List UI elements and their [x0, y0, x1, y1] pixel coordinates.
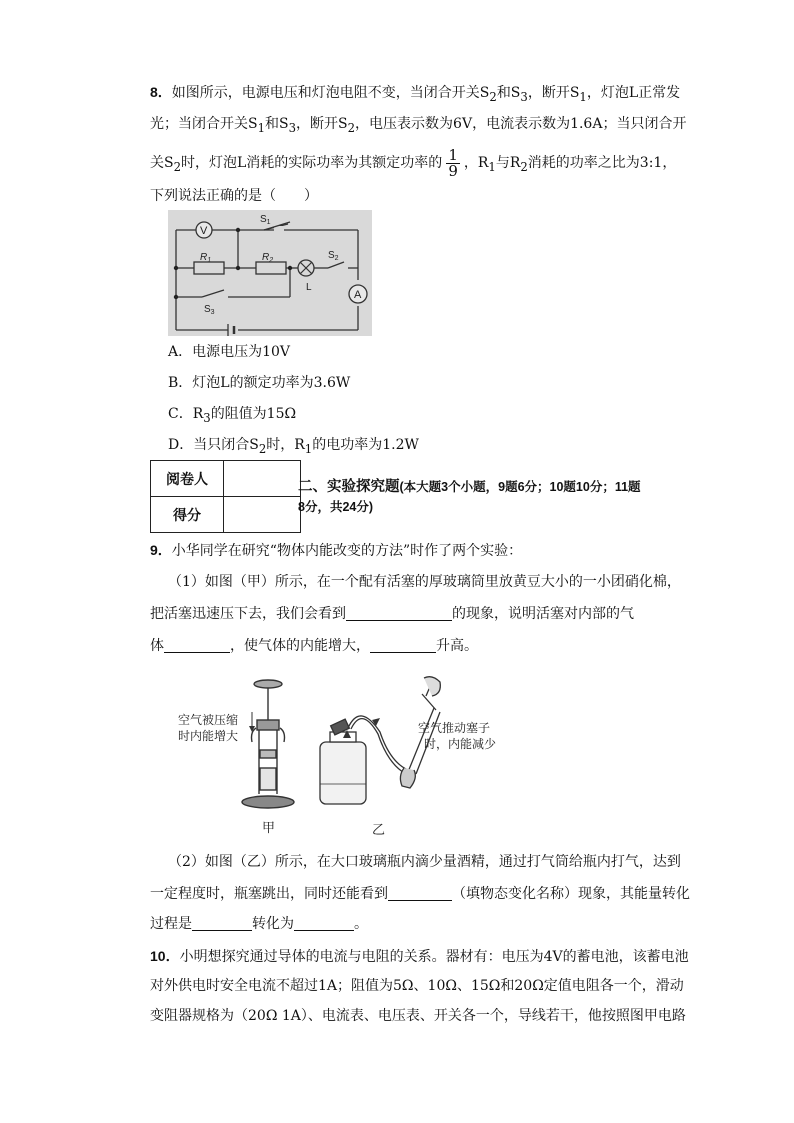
q9-p2-line3: 过程是 转化为 。 — [150, 916, 368, 932]
answer-blank[interactable] — [192, 915, 252, 931]
svg-text:空气被压缩: 空气被压缩 — [178, 713, 239, 727]
svg-text:V: V — [200, 225, 208, 237]
fraction-one-ninth: $\frac{1}{9}$ — [448, 145, 458, 180]
experiment-figures — [170, 672, 530, 840]
reviewer-cell[interactable] — [224, 461, 301, 497]
q9-number: 9． — [150, 542, 172, 558]
answer-blank[interactable] — [164, 637, 230, 653]
svg-text:S1: $S_1$ — [260, 214, 271, 226]
q10-number: 10． — [150, 948, 180, 964]
q9-p1-line1: （1）如图（甲）所示，在一个配有活塞的厚玻璃筒里放黄豆大小的一小团硝化棉， — [168, 574, 681, 590]
q9-p2-line2: 一定程度时，瓶塞跳出，同时还能看到 （填物态变化名称）现象，其能量转化 — [150, 886, 690, 902]
junction-dot — [288, 266, 292, 270]
answer-blank[interactable] — [370, 637, 436, 653]
svg-text:甲: 甲 — [262, 820, 276, 835]
q9-p1-line3: 体 ，使气体的内能增大， 升高。 — [150, 638, 478, 654]
svg-text:R2: $R_2$ — [262, 252, 274, 264]
score-label: 得分 — [151, 497, 224, 533]
option-b: B．灯泡L的额定功率为3.6W — [168, 375, 351, 391]
q9-p2-line1: （2）如图（乙）所示，在大口玻璃瓶内滴少量酒精，通过打气筒给瓶内打气，达到 — [168, 854, 681, 870]
svg-text:时，内能减少: 时，内能减少 — [424, 737, 497, 751]
svg-text:L: L — [306, 282, 312, 293]
junction-dot — [174, 295, 178, 299]
q10-line3: 变阻器规格为（20Ω 1A）、电流表、电压表、开关各一个，导线若干，他按照图甲电路 — [150, 1008, 686, 1024]
svg-text:空气推动塞子: 空气推动塞子 — [418, 721, 491, 735]
q8-line-2: 光；当闭合开关$S_1$和$S_3$，断开$S_2$，电压表示数为6V，电流表示数为1.6A；当只闭合开 — [150, 116, 687, 135]
option-d: D．当只闭合$S_2$时，$R_1$的电功率为1.2W — [168, 437, 419, 456]
score-table — [150, 460, 301, 533]
svg-text:乙: 乙 — [372, 822, 386, 837]
fig-jia-cylinder — [242, 680, 294, 808]
answer-blank[interactable] — [346, 605, 452, 621]
section-2-desc: 8分，共24分) — [298, 500, 374, 514]
svg-text:S3: $S_3$ — [204, 304, 215, 316]
option-c: C．$R_3$的阻值为15Ω — [168, 406, 297, 425]
q8-line-4: 下列说法正确的是（ ） — [150, 188, 318, 204]
q10-line2: 对外供电时安全电流不超过1A；阻值为5Ω、10Ω、15Ω和20Ω定值电阻各一个，滑动 — [150, 978, 684, 994]
q8-number: 8． — [150, 84, 172, 100]
junction-dot — [236, 228, 240, 232]
answer-blank[interactable] — [388, 885, 452, 901]
circuit-diagram — [168, 210, 372, 336]
answer-blank[interactable] — [294, 915, 354, 931]
svg-text:R1: $R_1$ — [200, 252, 212, 264]
fig-yi-bottle — [320, 677, 440, 804]
junction-dot — [236, 266, 240, 270]
q8-line-1: 8．如图所示，电源电压和灯泡电阻不变，当闭合开关$S_2$和$S_3$，断开$S_1$，灯泡L正常发 — [150, 84, 681, 104]
svg-text:时内能增大: 时内能增大 — [178, 729, 239, 743]
junction-dot — [174, 266, 178, 270]
q8-line-3: 关$S_2$时，灯泡L消耗的实际功率为其额定功率的 $\frac{1}{9}$ ，$R_1$与$R_2$消耗的功率之比为3:1， — [150, 145, 677, 180]
q9-p1-line2: 把活塞迅速压下去，我们会看到 的现象，说明活塞对内部的气 — [150, 606, 634, 622]
q10-line1: 10．小明想探究通过导体的电流与电阻的关系。器材有：电压为4V的蓄电池，该蓄电池 — [150, 948, 689, 965]
svg-text:A: A — [354, 289, 362, 301]
option-a: A．电源电压为10V — [168, 344, 291, 360]
section-2-heading: 二、实验探究题(本大题3个小题，9题6分；10题10分；11题 — [298, 479, 641, 495]
svg-text:S2: $S_2$ — [328, 250, 339, 262]
reviewer-label: 阅卷人 — [151, 461, 224, 497]
score-cell[interactable] — [224, 497, 301, 533]
q9-intro: 9．小华同学在研究“物体内能改变的方法”时作了两个实验： — [150, 542, 523, 559]
